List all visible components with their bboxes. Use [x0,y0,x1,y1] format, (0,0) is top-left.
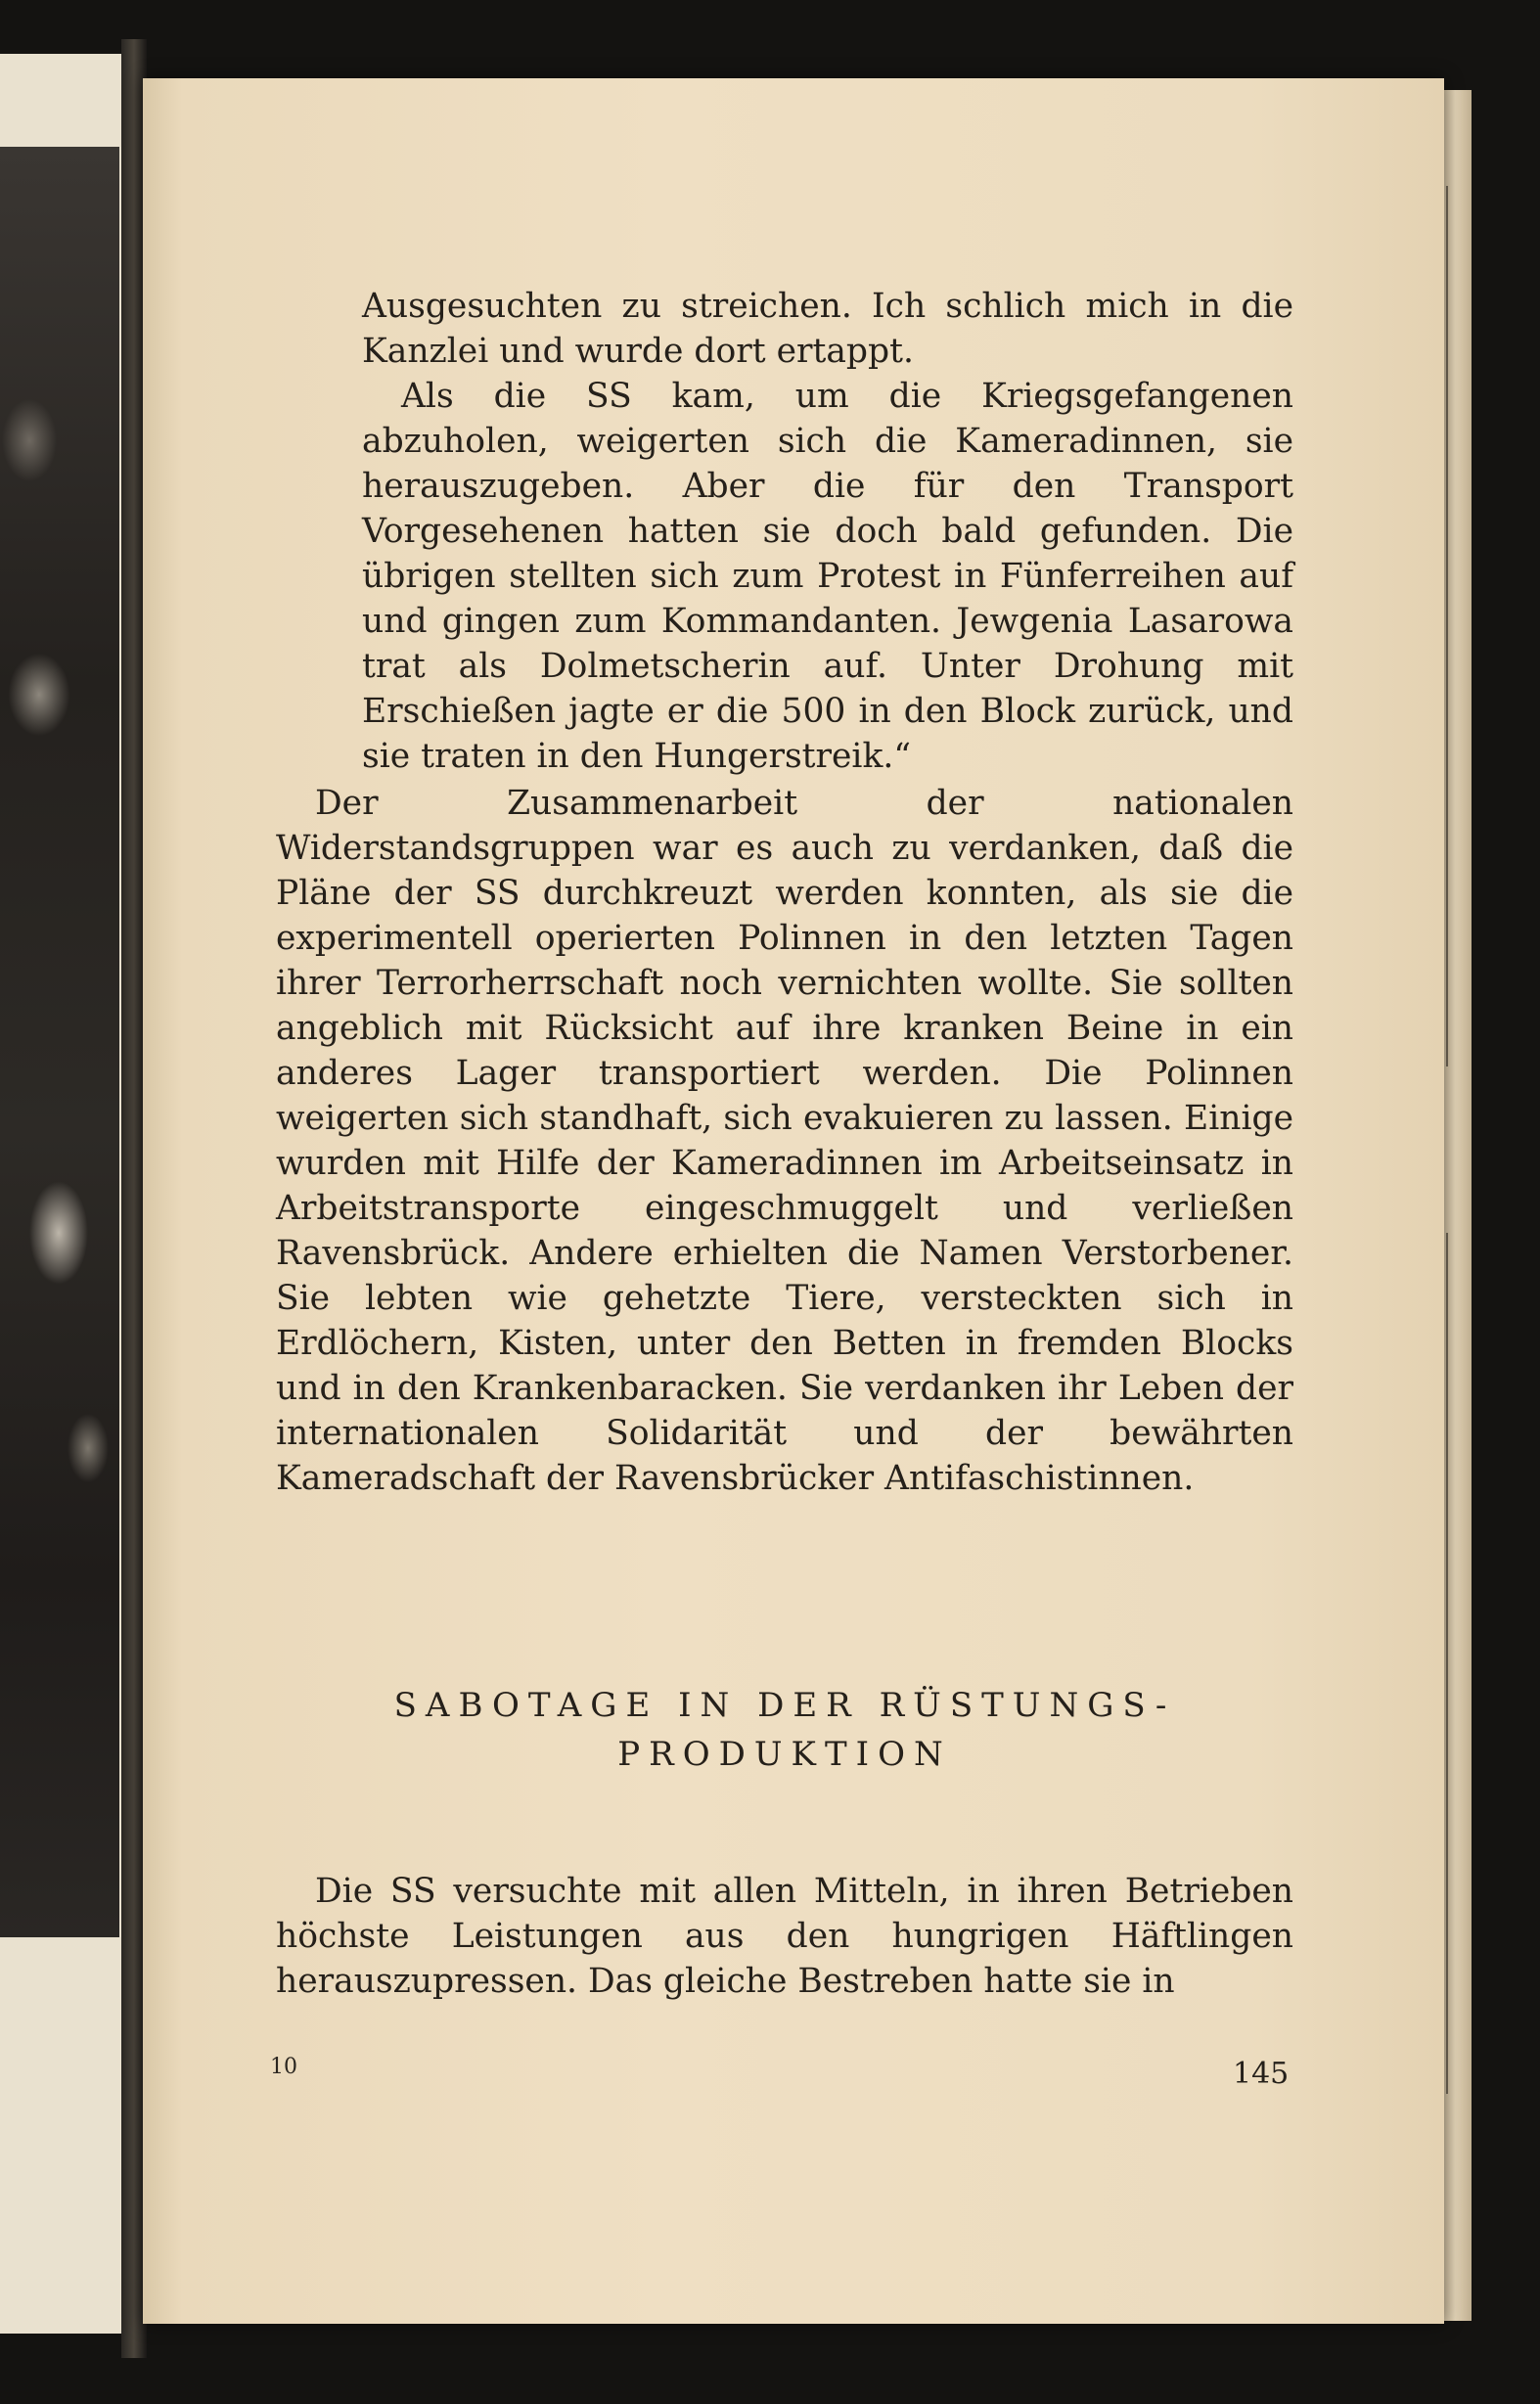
body-paragraph: Der Zusammenarbeit der nationalen Widerstandsgruppen war es auch zu verdanken, daß die Pläne der SS durchkreuzt werden konnten, als sie die experimentell operierten Polinnen in den letzten Tagen ihrer Terrorherrschaft noch vernichten wollte. Sie sollten angeblich mit Rücksicht auf ihre kranken Beine in ein anderes Lager transportiert werden. Die Polinnen weigerten sich standhaft, sich evakuieren zu lassen. Einige wurden mit Hilfe der Kameradinnen im Arbeitseinsatz in Arbeitstransporte eingeschmuggelt und verließen Ravensbrück. Andere erhielten die Namen Verstorbener. Sie lebten wie gehetzte Tiere, versteckten sich in Erdlöchern, Kisten, unter den Betten in fremden Blocks und in den Krankenbaracken. Sie verdanken ihr Leben der internationalen Solidarität und der bewährten Kameradschaft der Ravensbrücker Antifaschistinnen. [276,784,1293,1498]
body-block [276,781,1293,1501]
main-text [276,284,1293,1501]
quote-paragraph: Ausgesuchten zu streichen. Ich schlich mich in die Kanzlei und wurde dort ertappt. [362,287,1293,371]
page-number: 145 [1233,2057,1290,2091]
printer-signature-mark: 10 [270,2055,297,2079]
quote-paragraph: Als die SS kam, um die Kriegsgefangenen abzuholen, weigerten sich die Kameradinnen, sie herauszugeben. Aber die für den Transport Vorgesehenen hatten sie doch bald gefunden. Die übrigen stellten sich zum Protest in Fünferreihen auf und gingen zum Kommandanten. Jewgenia Lasarowa trat als Dolmetscherin auf. Unter Drohung mit Erschießen jagte er die 500 in den Block zurück, und sie traten in den Hungerstreik.“ [362,377,1293,776]
section-heading [276,1681,1293,1779]
section-paragraph: Die SS versuchte mit allen Mitteln, in ihren Betrieben höchste Leistungen aus den hungrigen Häftlingen herauszupressen. Das gleiche Bestreben hatte sie in [276,1872,1293,2001]
page-edge-line [1446,1233,1448,2094]
page-edge-line [1446,186,1448,1066]
section-heading-line: SABOTAGE IN DER RÜSTUNGS- [393,1686,1176,1725]
facing-page-photo [0,147,119,1937]
section-heading-line: PRODUKTION [617,1735,952,1774]
quote-block [276,284,1293,779]
section-text [276,1869,1293,2004]
page-edge-stack [1444,90,1472,2321]
